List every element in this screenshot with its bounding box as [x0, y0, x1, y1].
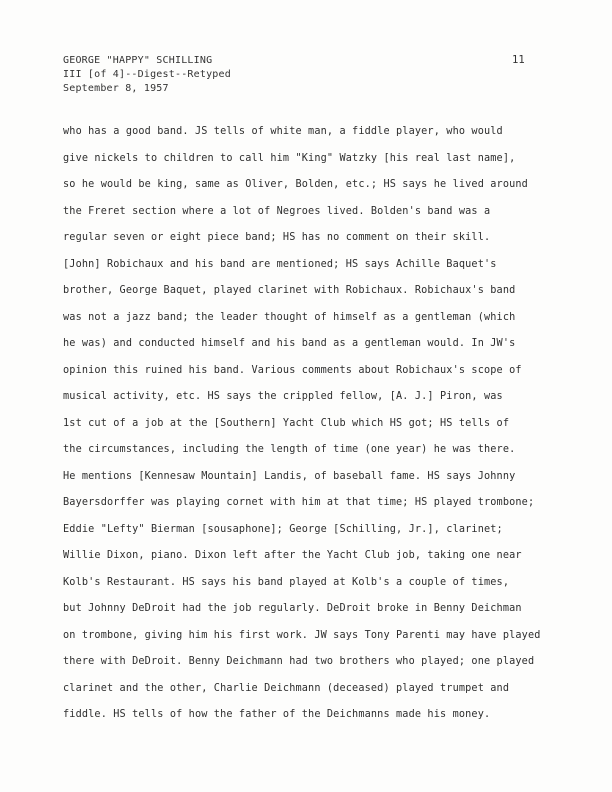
text-line: there with DeDroit. Benny Deichmann had two brothers who played; one played [63, 656, 535, 667]
text-line: He mentions [Kennesaw Mountain] Landis, of baseball fame. HS says Johnny [63, 470, 516, 482]
text-line: but Johnny DeDroit had the job regularly. DeDroit broke in Benny Deichman [63, 603, 522, 614]
text-line: [John] Robichaux and his band are mentioned; HS says Achille Baquet's [63, 258, 497, 270]
text-line: on trombone, giving him his first work. JW says Tony Parenti may have played [63, 629, 541, 641]
text-line: the circumstances, including the length of time (one year) he was there. [63, 444, 516, 455]
text-line: Kolb's Restaurant. HS says his band played at Kolb's a couple of times, [63, 576, 510, 588]
text-line: Willie Dixon, piano. Dixon left after the Yacht Club job, taking one near [63, 550, 522, 561]
text-line: the Freret section where a lot of Negroes lived. Bolden's band was a [63, 205, 491, 217]
document-header [63, 54, 231, 96]
page-number: 11 [512, 54, 525, 66]
text-line: Bayersdorffer was playing cornet with him at that time; HS played trombone; [63, 497, 535, 508]
text-line: 1st cut of a job at the [Southern] Yacht Club which HS got; HS tells of [63, 417, 510, 429]
text-line: regular seven or eight piece band; HS has no comment on their skill. [63, 232, 491, 243]
text-line: was not a jazz band; the leader thought of himself as a gentleman (which [63, 311, 516, 323]
header-subject: GEORGE "HAPPY" SCHILLING [63, 55, 213, 66]
text-line: opinion this ruined his band. Various comments about Robichaux's scope of [63, 364, 522, 376]
text-line: brother, George Baquet, played clarinet with Robichaux. Robichaux's band [63, 285, 516, 296]
body-text [63, 124, 563, 734]
text-line: he was) and conducted himself and his band as a gentleman would. In JW's [63, 338, 516, 349]
text-line: so he would be king, same as Oliver, Bolden, etc.; HS says he lived around [63, 179, 528, 190]
header-reel: III [of 4]--Digest--Retyped [63, 69, 231, 80]
text-line: clarinet and the other, Charlie Deichmann (deceased) played trumpet and [63, 682, 510, 694]
header-date: September 8, 1957 [63, 83, 169, 94]
text-line: who has a good band. JS tells of white man, a fiddle player, who would [63, 126, 503, 137]
text-line: Eddie "Lefty" Bierman [sousaphone]; George [Schilling, Jr.], clarinet; [63, 523, 503, 535]
text-line: give nickels to children to call him "King" Watzky [his real last name], [63, 152, 516, 164]
text-line: musical activity, etc. HS says the crippled fellow, [A. J.] Piron, was [63, 391, 503, 402]
text-line: fiddle. HS tells of how the father of the Deichmanns made his money. [63, 709, 491, 720]
